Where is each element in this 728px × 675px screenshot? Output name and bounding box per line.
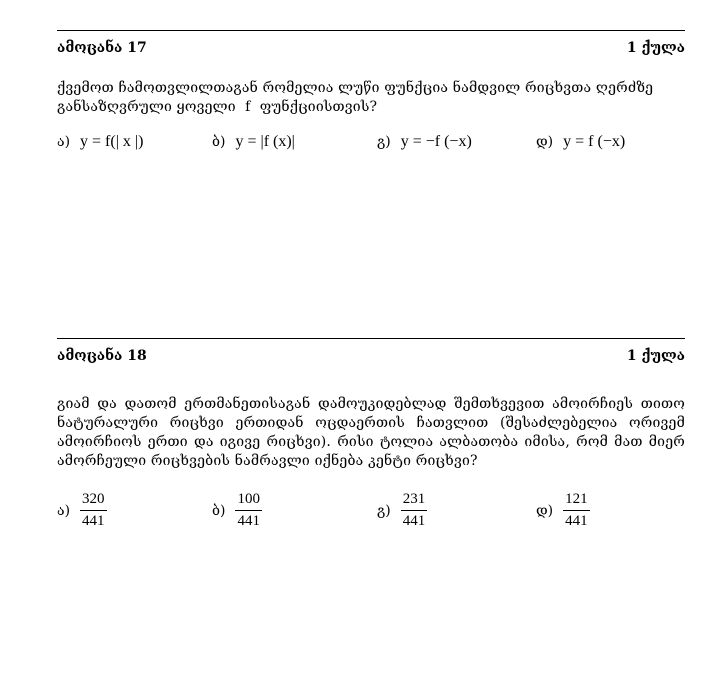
option-fraction <box>235 491 262 530</box>
option-label: გ) <box>377 502 391 519</box>
task-title: ამოცანა 17 <box>57 40 147 56</box>
answer-options <box>57 133 685 173</box>
option-formula: y = |f (x)| <box>235 133 295 150</box>
question-line: განსაზღვრული ყოველი f ფუნქციისთვის? <box>57 99 378 115</box>
task-17 <box>57 30 685 173</box>
task-18 <box>57 338 685 527</box>
option-label: ბ) <box>212 134 226 150</box>
option-label: ა) <box>57 502 71 519</box>
option-formula: y = −f (−x) <box>400 133 472 150</box>
answer-option-a[interactable] <box>57 133 143 151</box>
option-label: ბ) <box>212 502 226 519</box>
fraction-denominator: 441 <box>565 513 588 529</box>
option-fraction <box>563 491 590 530</box>
question-text: გიამ და დათომ ერთმანეთისაგან დამოუკიდებლად შემთხვევით ამოირჩიეს თითო ნატურალური რიცხვი ერთიდან ოცდაერთის ჩათვლით (შესაძლებელია ორივემ ამოირჩიოს ერთი და იგივე რიცხვი). რისი ტოლია ალბათობა იმისა, რომ მათ მიერ ამორჩეული რიცხვების ნამრავლი იქნება კენტი რიცხვი? <box>57 396 685 469</box>
option-label: დ) <box>536 134 554 150</box>
fraction-denominator: 441 <box>402 513 426 529</box>
answer-option-a[interactable] <box>57 491 107 530</box>
fraction-numerator: 100 <box>235 491 262 511</box>
option-label: გ) <box>377 134 391 150</box>
question-text <box>57 79 685 117</box>
option-label: ა) <box>57 134 71 150</box>
option-fraction <box>80 491 107 530</box>
answer-option-c[interactable] <box>377 133 472 151</box>
task-header <box>57 31 685 57</box>
answer-option-c[interactable] <box>377 491 427 530</box>
question-line: ქვემოთ ჩამოთვლილთაგან რომელია ლუწი ფუნქცია ნამდვილ რიცხვთა ღერძზე <box>57 80 654 96</box>
task-points: 1 ქულა <box>626 40 685 56</box>
option-fraction <box>401 491 428 530</box>
option-formula: y = f (−x) <box>563 133 626 150</box>
fraction-denominator: 441 <box>82 513 105 529</box>
fraction-numerator: 121 <box>563 491 590 511</box>
answer-option-b[interactable] <box>212 133 295 151</box>
answer-option-d[interactable] <box>536 491 590 530</box>
fraction-denominator: 441 <box>237 513 260 529</box>
task-title: ამოცანა 18 <box>57 348 147 364</box>
option-formula: y = f(| x |) <box>80 133 144 150</box>
answer-option-d[interactable] <box>536 133 625 151</box>
fraction-numerator: 320 <box>80 491 107 511</box>
answer-option-b[interactable] <box>212 491 262 530</box>
answer-options <box>57 487 685 527</box>
option-label: დ) <box>536 502 554 519</box>
task-header <box>57 339 685 365</box>
fraction-numerator: 231 <box>401 491 428 511</box>
task-points: 1 ქულა <box>626 348 685 364</box>
